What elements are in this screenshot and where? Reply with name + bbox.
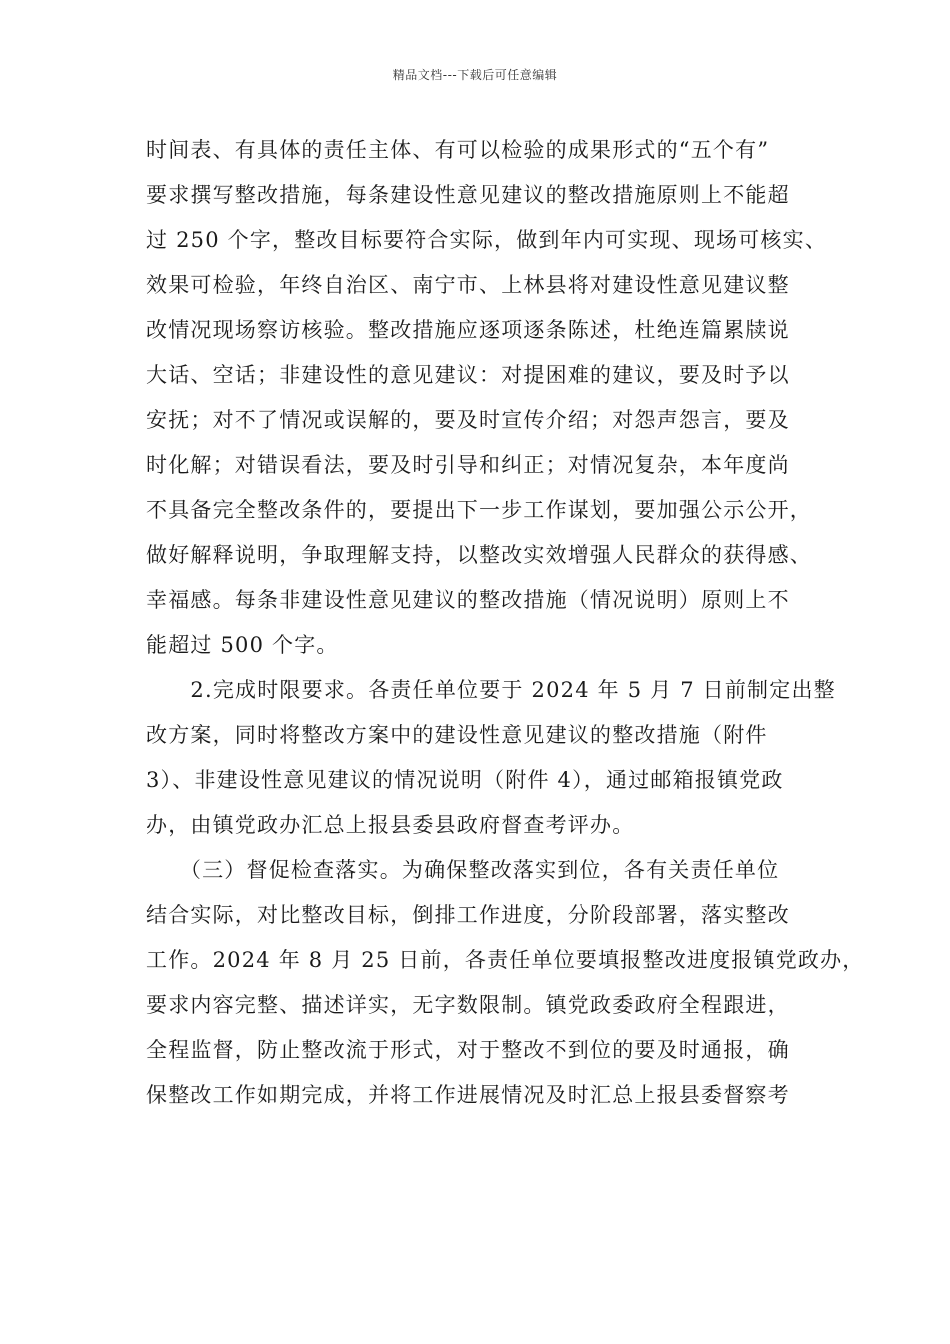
text-line: 改方案，同时将整改方案中的建设性意见建议的整改措施（附件 <box>146 723 768 747</box>
text-line: 改情况现场察访核验。整改措施应逐项逐条陈述，杜绝连篇累牍说 <box>146 318 790 342</box>
text-line: 不具备完全整改条件的，要提出下一步工作谋划，要加强公示公开， <box>146 498 812 522</box>
text-line: 3）、非建设性意见建议的情况说明（附件 4），通过邮箱报镇党政 <box>146 768 784 792</box>
text-line: 时化解；对错误看法，要及时引导和纠正；对情况复杂，本年度尚 <box>146 453 790 477</box>
text-line: 保整改工作如期完成，并将工作进展情况及时汇总上报县委督察考 <box>146 1083 790 1107</box>
text-line: 幸福感。每条非建设性意见建议的整改措施（情况说明）原则上不 <box>146 588 790 612</box>
page-header: 精品文档---下载后可任意编辑 <box>392 68 558 82</box>
text-line: 工作。2024 年 8 月 25 日前，各责任单位要填报整改进度报镇党政办， <box>146 948 865 972</box>
text-line: 效果可检验，年终自治区、南宁市、上林县将对建设性意见建议整 <box>146 273 790 297</box>
text-line: 大话、空话；非建设性的意见建议：对提困难的建议，要及时予以 <box>146 363 790 387</box>
paragraph-3 <box>146 848 865 1118</box>
document-body <box>146 128 865 1118</box>
text-line: （三）督促检查落实。为确保整改落实到位，各有关责任单位 <box>146 858 780 882</box>
paragraph-1 <box>146 128 836 668</box>
text-line: 办，由镇党政办汇总上报县委县政府督查考评办。 <box>146 813 635 837</box>
paragraph-2 <box>146 668 836 848</box>
text-line: 过 250 个字，整改目标要符合实际，做到年内可实现、现场可核实、 <box>146 228 828 252</box>
text-line: 要求撰写整改措施，每条建设性意见建议的整改措施原则上不能超 <box>146 183 790 207</box>
text-line: 时间表、有具体的责任主体、有可以检验的成果形式的“五个有” <box>146 138 770 162</box>
text-line: 能超过 500 个字。 <box>146 633 339 657</box>
text-line: 全程监督，防止整改流于形式，对于整改不到位的要及时通报，确 <box>146 1038 790 1062</box>
text-line: 安抚；对不了情况或误解的，要及时宣传介绍；对怨声怨言，要及 <box>146 408 790 432</box>
text-line: 要求内容完整、描述详实，无字数限制。镇党政委政府全程跟进， <box>146 993 790 1017</box>
text-line: 结合实际，对比整改目标，倒排工作进度，分阶段部署，落实整改 <box>146 903 790 927</box>
text-line: 做好解释说明，争取理解支持，以整改实效增强人民群众的获得感、 <box>146 543 812 567</box>
text-line: 2.完成时限要求。各责任单位要于 2024 年 5 月 7 日前制定出整 <box>146 678 836 702</box>
